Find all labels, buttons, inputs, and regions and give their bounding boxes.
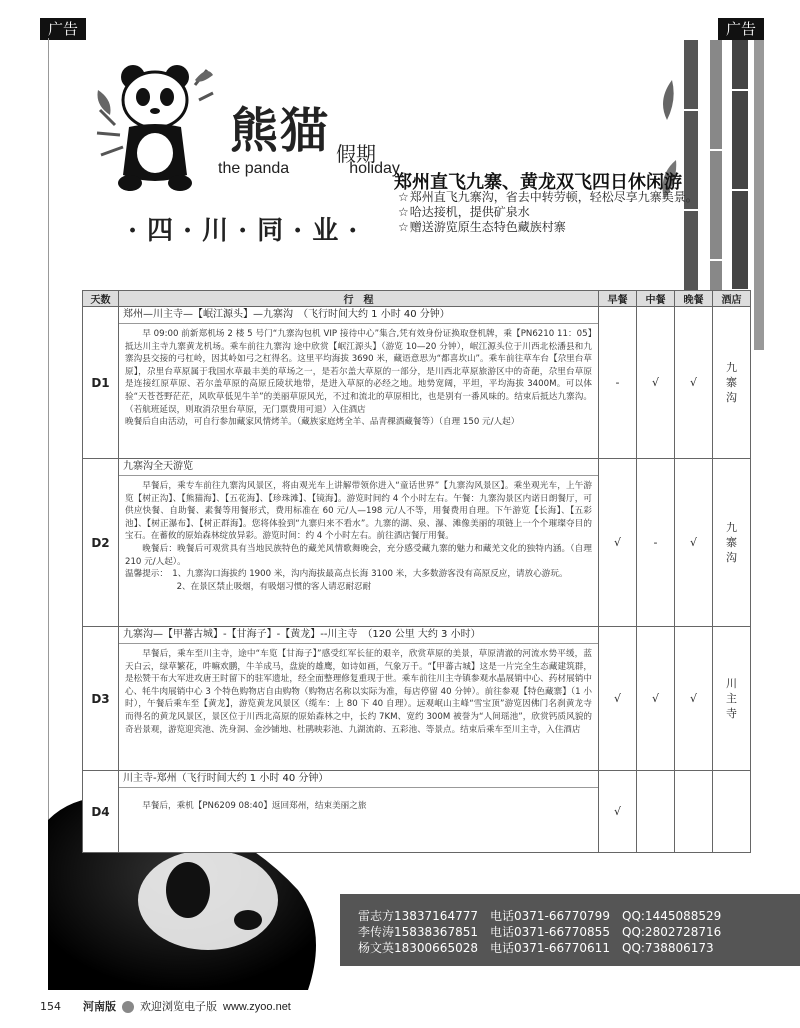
header-day: 天数 [83,291,119,307]
itinerary-table [82,290,751,853]
table-row-d2 [83,459,751,627]
contact-row [358,908,721,924]
tour-headline: 郑州直飞九寨、黄龙双飞四日休闲游 [394,172,682,193]
highlight-item: ☆ 赠送游览原生态特色藏族村寨 [398,220,698,235]
route-paragraph: 早餐后，乘专车前往九寨沟风景区，将由观光车上讲解带领你进入“童话世界”【九寨沟风景区】。乘坐观光车，上午游览【树正沟】、【熊猫海】、【五花海】、【珍珠滩】、【镜海】。游览时间约 4 个小时左右。午餐：九寨沟景区内诺日朗餐厅，可供应快餐、自助餐、素餐等用餐形式，费用标准在 60 元/人—198 元/人不等，用餐费用自理。下午游览【长海】、【五彩池】、【树正瀑布】、【树正群海】。您将体验到“九寨归来不看水”。九寨的湖、泉、瀑、滩像美丽的项链上一个个璀璨夺目的宝石。在蓄攸的原始森林绽放异彩。游览时间：约 4 个小时左右。前往酒店餐厅用餐。 [125,481,592,542]
hotel-cell [713,771,751,853]
dinner-cell: √ [675,627,713,771]
breakfast-cell: √ [599,771,637,853]
contact-qq: QQ:2802728716 [622,925,722,939]
contact-name-mobile: 雷志方13837164777 [358,909,478,923]
route-paragraph: 温馨提示： 1、九寨沟口海拔约 1900 米，沟内海拔最高点长海 3100 米，大多数游客没有高原反应，请放心游玩。 [125,569,568,580]
page-footer [40,998,291,1014]
header-breakfast: 早餐 [599,291,637,307]
route-body [119,788,598,816]
route-paragraph: 早餐后，乘车至川主寺，途中“车览【甘海子】”感受红军长征的艰辛，欣赏草原的美景，草原清澈的河流水势平缓，蓝天白云，绿草繁花，吽嘛欢鹏，牛羊成马，盘旋的雄鹰，如诗如画，气象万千。“【甲蕃古城】这是一片完全生态藏建筑群，是松赞干布大军进攻唐王时留下的驻军遗址，经全面整理修复重现于世。乘车前往川主寺镇参观水晶展销中心、药材展销中心、牦牛肉展销中心 3 个特色购物店自由购物（购物店名称以实际为准，每店停留 40 分钟）。前往参观【特色藏寨】（1 小时），午餐后乘车至【黄龙】，游览黄龙风景区（缆车：上 80 下 40 自理）。远观岷山主峰“雪宝顶”游览因佛门名刹黄龙寺而得名的黄龙风景区，景区位于川西北高原的原始森林之中，长约 7KM、宽约 300M 被誉为“人间瑶池”，欣赏钙质风貌的奇岩景观，游览迎宾池、洗身洞、金沙铺地、杜鹃映彩池、九湖流韵、五彩池、等景点。结束后乘车至川主寺，入住酒店 [125,649,592,735]
route-title: 郑州—川主寺—【岷江源头】—九寨沟 （飞行时间大约 1 小时 40 分钟） [119,307,598,324]
day-cell: D1 [83,307,119,459]
route-paragraph: 晚餐后：晚餐后可观赏具有当地民族特色的藏羌风情歌舞晚会，充分感受藏九寨的魅力和藏羌文化的独特内涵。（自理 210 元/人起）。 [125,543,592,567]
panda-logo-icon [95,55,215,195]
footer-website: www.zyoo.net [223,1001,291,1013]
dinner-cell: √ [675,307,713,459]
table-row-d3 [83,627,751,771]
hotel-name: 川主寺 [726,677,737,720]
route-title: 川主寺-郑州（飞行时间大约 1 小时 40 分钟） [119,771,598,788]
edition-label: 河南版 [83,1000,116,1013]
hotel-name: 九寨沟 [726,521,737,564]
contact-qq: QQ:738806173 [622,941,714,955]
route-cell [119,459,599,627]
brand-chinese-name [230,92,330,161]
header-lunch: 中餐 [637,291,675,307]
brand-char-mao: 猫 [280,103,331,159]
table-header-row [83,291,751,307]
contact-row [358,940,714,956]
ad-label-left: 广告 [40,18,86,40]
contact-phone: 电话0371-66770611 [490,941,610,955]
publication-logo-icon [122,1001,134,1013]
breakfast-cell: √ [599,459,637,627]
route-title: 九寨沟全天游览 [119,459,598,476]
lunch-cell: √ [637,627,675,771]
dinner-cell: √ [675,459,713,627]
hotel-cell [713,307,751,459]
route-body [119,644,598,739]
agency-name: ·四·川·同·业· [128,216,368,246]
dinner-cell [675,771,713,853]
route-body [119,476,598,596]
header-hotel: 酒店 [713,291,751,307]
route-cell [119,771,599,853]
highlight-list [398,190,698,235]
page-number: 154 [40,1000,61,1013]
brand-holiday-cn: 假期 [336,142,376,166]
route-paragraph: 早餐后，乘机【PN6209 08:40】返回郑州，结束美丽之旅 [142,801,367,811]
day-cell: D3 [83,627,119,771]
breakfast-cell: - [599,307,637,459]
brand-english-name [218,160,400,178]
lunch-cell [637,771,675,853]
header-route: 行 程 [119,291,599,307]
hotel-name: 九寨沟 [726,361,737,404]
ad-label-right: 广告 [718,18,764,40]
contact-row [358,924,721,940]
route-title: 九寨沟—【甲蕃古城】-【甘海子】-【黄龙】--川主寺 （120 公里 大约 3 小时） [119,627,598,644]
contact-qq: QQ:1445088529 [622,909,722,923]
hotel-cell [713,459,751,627]
brand-en-right: holiday [349,160,400,177]
route-paragraph: 晚餐后自由活动，可自行参加藏家风情烤羊。（藏族家庭烤全羊、品青稞酒藏餐等）（自理 150 元/人起） [125,417,520,428]
contact-phone: 电话0371-66770799 [490,909,610,923]
header-dinner: 晚餐 [675,291,713,307]
table-row-d1 [83,307,751,459]
lunch-cell: - [637,459,675,627]
breakfast-cell: √ [599,627,637,771]
highlight-item: ☆ 哈达接机，提供矿泉水 [398,205,698,220]
contact-name-mobile: 李传涛15838367851 [358,925,478,939]
day-cell: D2 [83,459,119,627]
brand-char-xiong: 熊 [230,103,281,159]
table-row-d4 [83,771,751,853]
footer-slogan: 欢迎浏览电子版 [140,1000,217,1013]
hotel-cell [713,627,751,771]
route-cell [119,627,599,771]
lunch-cell: √ [637,307,675,459]
contact-phone: 电话0371-66770855 [490,925,610,939]
route-paragraph: 2、在景区禁止吸烟，有吸烟习惯的客人请忍耐忍耐 [125,581,372,592]
day-cell: D4 [83,771,119,853]
brand-en-left: the panda [218,160,290,177]
route-cell [119,307,599,459]
route-body [119,324,598,432]
highlight-item: ☆ 郑州直飞九寨沟，省去中转劳顿，轻松尽享九寨美景。 [398,190,698,205]
contact-bar [340,894,800,966]
contact-name-mobile: 杨文英18300665028 [358,941,478,955]
route-paragraph: 早 09:00 前新郑机场 2 楼 5 号门“九寨沟包机 VIP 接待中心”集合,凭有效身份证换取登机牌，乘【PN6210 11：05】抵达川主寺九寨黄龙机场。乘车前往九寨沟 途中欣赏【岷江源头】（游览 10—20 分钟），岷江源头位于川西北松潘县和九寨沟县交接的弓杠岭，因其岭如弓之杠得名。这里平均海拔 3690 米，藏语意思为“都喜坎山”。乘车前往草车台【尕里台草原】，尕里台草原属于我国水草最丰美的草场之一，是若尔盖大草原的一部分，是川西北草原旅游区中的奇葩，尕里台草原是连接红原草原、若尔盖草原的高原丘陵状地带，是进入草原的必经之地。地势宽阔，平坦，平均海拔 3400M。可以体验“天苍苍野茫茫，风吹草低见牛羊”的美丽草原风光，不过和流北的草原相比，也是别有一番风味的。结束后抵达九寨沟。（若航班延误，则取消尕里台草原，无门票费用可退）入住酒店 [125,329,592,415]
